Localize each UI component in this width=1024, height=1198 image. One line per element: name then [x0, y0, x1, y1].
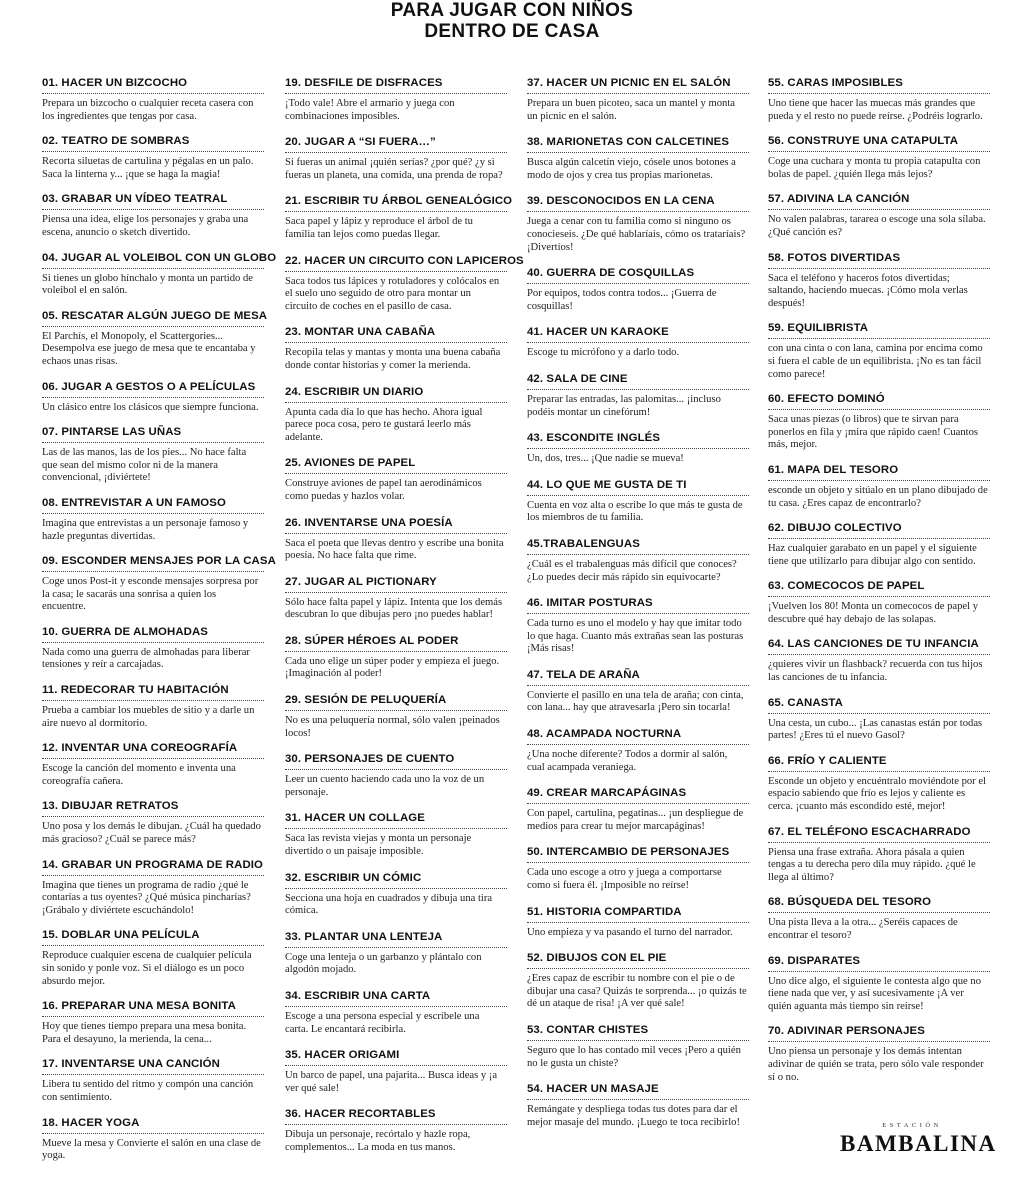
activity-item [42, 497, 264, 543]
activity-item [285, 195, 513, 241]
activity-description: Escoge a una persona especial y escríbele una carta. Le encantará recibirla. [285, 1011, 480, 1035]
activity-description: Uno empieza y va pasando el turno del narrador. [527, 926, 733, 938]
activity-title: 01. HACER UN BIZCOCHO [42, 77, 264, 94]
activity-title: 36. HACER RECORTABLES [285, 1108, 507, 1125]
activity-item [285, 136, 507, 182]
activity-description: Saca el poeta que llevas dentro y escribe una bonita poesía. No hace falta que rime. [285, 537, 504, 562]
activity-item [527, 846, 749, 892]
activity-title: 25. AVIONES DE PAPEL [285, 457, 507, 474]
activity-description: Uno posa y los demás le dibujan. ¿Cuál ha quedado más gracioso? ¿Cuál se parece más? [42, 821, 261, 846]
activity-description: Saca unas piezas (o libros) que te sirvan para ponerlos en fila y ¡mira que rápido caen! Cuantos más, mejor. [768, 414, 979, 451]
activity-title: 27. JUGAR AL PICTIONARY [285, 576, 507, 593]
activity-description: Prepara un buen picoteo, saca un mantel y monta un picnic en el salón. [527, 98, 735, 122]
activity-title: 33. PLANTAR UNA LENTEJA [285, 931, 507, 948]
activity-item [768, 697, 990, 743]
activity-item [527, 538, 749, 584]
logo-subtitle: ESTACIÓN [882, 1122, 942, 1129]
activity-item [768, 464, 990, 510]
activity-item [285, 254, 524, 314]
activity-title: 12. INVENTAR UNA COREOGRAFÍA [42, 742, 264, 759]
activity-title: 62. DIBUJO COLECTIVO [768, 522, 990, 539]
activity-title: 56. CONSTRUYE UNA CATAPULTA [768, 135, 990, 152]
activity-title: 23. MONTAR UNA CABAÑA [285, 326, 507, 343]
activity-title: 19. DESFILE DE DISFRACES [285, 77, 507, 94]
activity-item [527, 267, 749, 313]
activity-title: 08. ENTREVISTAR A UN FAMOSO [42, 497, 264, 514]
activity-item [527, 479, 749, 525]
activity-description: Busca algún calcetín viejo, cósele unos botones a modo de ojos y crea tus propias marionetas. [527, 157, 736, 181]
activity-title: 17. INVENTARSE UNA CANCIÓN [42, 1058, 264, 1075]
activity-title: 53. CONTAR CHISTES [527, 1024, 749, 1041]
activity-title: 34. ESCRIBIR UNA CARTA [285, 990, 507, 1007]
activity-item [42, 859, 264, 918]
activity-title: 55. CARAS IMPOSIBLES [768, 77, 990, 94]
activity-title: 14. GRABAR UN PROGRAMA DE RADIO [42, 859, 264, 876]
activity-item [527, 669, 749, 715]
activity-description: Saca las revista viejas y monta un personaje divertido o un paisaje imposible. [285, 833, 472, 858]
title-line-1: PARA JUGAR CON NIÑOS [390, 0, 634, 21]
activity-description: Prepara un bizcocho o cualquier receta casera con los ingredientes que tengas por casa. [42, 98, 254, 122]
activity-title: 16. PREPARAR UNA MESA BONITA [42, 1000, 264, 1017]
activity-description: Imagina que entrevistas a un personaje famoso y hazle preguntas divertidas. [42, 517, 249, 542]
activity-item [527, 373, 749, 419]
activity-title: 67. EL TELÉFONO ESCACHARRADO [768, 826, 990, 843]
activity-description: ¡Todo vale! Abre el armario y juega con combinaciones imposibles. [285, 98, 455, 122]
activity-item [285, 1108, 507, 1154]
activity-title: 24. ESCRIBIR UN DIARIO [285, 386, 507, 403]
activity-item [768, 522, 990, 568]
activity-description: Nada como una guerra de almohadas para liberar tensiones y reír a carcajadas. [42, 646, 250, 671]
activity-description: Saca el teléfono y haceros fotos divertidas; saltando, haciendo muecas. ¡Cómo mola verlas después! [768, 272, 968, 309]
activity-item [527, 597, 749, 656]
activity-description: Coge una lenteja o un garbanzo y plántalo con algodón mojado. [285, 951, 482, 976]
activity-description: Uno dice algo, el siguiente le contesta algo que no tiene nada que ver, y así sucesivamente ¡A ver quién aguanta más tiempo sin reírse! [768, 975, 981, 1012]
activity-item [768, 322, 990, 381]
activity-item [285, 326, 507, 372]
activity-title: 13. DIBUJAR RETRATOS [42, 800, 264, 817]
column-3 [527, 77, 749, 1142]
activity-item [42, 1058, 264, 1104]
activity-description: Cada uno escoge a otro y juega a comportarse como si fuera él. ¡Imposible no reírse! [527, 867, 722, 892]
activity-item [285, 990, 507, 1036]
activity-description: Secciona una hoja en cuadrados y dibuja una tira cómica. [285, 892, 493, 917]
activity-description: Las de las manos, las de los pies... No hace falta que sean del mismo color ni de la manera convencional, ¡diviértete! [42, 447, 247, 484]
activity-item [768, 193, 990, 239]
activity-description: No valen palabras, tararea o escoge una sola sílaba. ¿Qué canción es? [768, 214, 986, 238]
activity-item [42, 426, 264, 485]
activity-title: 40. GUERRA DE COSQUILLAS [527, 267, 749, 284]
activity-item [285, 576, 507, 622]
title-line-2: DENTRO DE CASA [424, 21, 600, 42]
activity-item [527, 326, 749, 360]
activity-description: Juega a cenar con tu familia como si ninguno os conocieseis. ¿De qué hablaríais, cómo os trataríais? ¡Divertíos! [527, 216, 746, 253]
activity-description: No es una peluquería normal, sólo valen ¡peinados locos! [285, 715, 500, 739]
activity-description: ¿Cuál es el trabalenguas más difícil que conoces? ¿Lo puedes decir más rápido sin equivocarte? [527, 558, 737, 583]
activity-description: Saca papel y lápiz y reproduce el árbol de tu familia tan lejos como puedas llegar. [285, 216, 473, 240]
activity-description: Cada turno es uno el modelo y hay que imitar todo lo que haga. Cuanto más extrañas sean las posturas ¡Más risas! [527, 618, 744, 655]
activity-item [42, 251, 277, 298]
activity-title: 42. SALA DE CINE [527, 373, 749, 390]
activity-description: ¿quieres vivir un flashback? recuerda con tus hijos las canciones de tu infancia. [768, 659, 983, 684]
activity-item [285, 457, 507, 503]
activity-title: 02. TEATRO DE SOMBRAS [42, 135, 264, 152]
activity-item [768, 77, 990, 123]
activity-description: Reproduce cualquier escena de cualquier película sin sonido y ponle voz. Si el diálogo es un poco absurdo mejor. [42, 950, 252, 987]
activity-description: El Parchís, el Monopoly, el Scattergories... Desempolva ese juego de mesa que te encantaba y echaos unas risas. [42, 330, 256, 367]
activity-item [285, 386, 507, 445]
activity-item [42, 309, 268, 369]
activity-title: 48. ACAMPADA NOCTURNA [527, 728, 749, 745]
activity-item [768, 1025, 990, 1084]
column-1 [42, 77, 277, 1175]
activity-item [527, 1024, 749, 1070]
activity-description: Hoy que tienes tiempo prepara una mesa bonita. Para el desayuno, la merienda, la cena... [42, 1021, 247, 1045]
activity-title: 28. SÚPER HÉROES AL PODER [285, 635, 507, 652]
activity-title: 35. HACER ORIGAMI [285, 1049, 507, 1066]
activity-title: 21. ESCRIBIR TU ÁRBOL GENEALÓGICO [285, 195, 507, 212]
activity-title: 29. SESIÓN DE PELUQUERÍA [285, 694, 507, 711]
activity-description: Piensa una frase extraña. Ahora pásala a quien tengas a tu derecha pero díla muy rápido. ¿qué le llega al último? [768, 846, 976, 883]
activity-description: con una cinta o con lana, camina por encima como si fuera el cable de un equilibrista. ¡No es tan fácil como parece! [768, 343, 983, 380]
activity-item [42, 742, 264, 788]
activity-description: Un barco de papel, una pajarita... Busca ideas y ¡a ver qué sale! [285, 1070, 498, 1094]
activity-description: Apunta cada día lo que has hecho. Ahora igual parece poca cosa, pero te gustará leerlo más adelante. [285, 406, 483, 443]
activity-item [768, 826, 990, 885]
activity-item [527, 136, 749, 182]
activity-item [285, 753, 507, 799]
activity-title: 39. DESCONOCIDOS EN LA CENA [527, 195, 749, 212]
activity-title: 47. TELA DE ARAÑA [527, 669, 749, 686]
activity-title: 07. PINTARSE LAS UÑAS [42, 426, 264, 443]
activity-item [42, 684, 264, 730]
activity-title: 22. HACER UN CIRCUITO CON LAPICEROS [285, 255, 507, 272]
activity-title: 31. HACER UN COLLAGE [285, 812, 507, 829]
activity-title: 64. LAS CANCIONES DE TU INFANCIA [768, 638, 990, 655]
activity-item [768, 755, 990, 814]
activity-item [527, 787, 749, 833]
activity-description: Dibuja un personaje, recórtalo y hazle ropa, complementos... La moda en tus manos. [285, 1129, 471, 1153]
activity-item [527, 906, 749, 940]
activity-description: Una pista lleva a la otra... ¿Seréis capaces de encontrar el tesoro? [768, 917, 958, 941]
activity-title: 54. HACER UN MASAJE [527, 1083, 749, 1100]
activity-item [768, 580, 990, 626]
activity-description: Con papel, cartulina, pegatinas... ¡un despliegue de medios para crear tu mejor marcapáginas! [527, 808, 744, 832]
activity-title: 45.TRABALENGUAS [527, 538, 749, 555]
activity-description: Si fueras un animal ¡quién serías? ¿por qué? ¿y si fueras un planeta, una comida, una prenda de ropa? [285, 157, 503, 181]
activity-title: 58. FOTOS DIVERTIDAS [768, 252, 990, 269]
activity-description: Recopila telas y mantas y monta una buena cabaña donde contar historias y comer la merienda. [285, 347, 501, 371]
activity-title: 68. BÚSQUEDA DEL TESORO [768, 896, 990, 913]
activity-item [768, 955, 990, 1014]
activity-title: 57. ADIVINA LA CANCIÓN [768, 193, 990, 210]
activity-title: 59. EQUILIBRISTA [768, 322, 990, 339]
activity-title: 11. REDECORAR TU HABITACIÓN [42, 684, 264, 701]
activity-title: 32. ESCRIBIR UN CÓMIC [285, 872, 507, 889]
activity-item [42, 1000, 264, 1046]
activity-description: Un clásico entre los clásicos que siempre funciona. [42, 401, 259, 413]
activity-title: 18. HACER YOGA [42, 1117, 264, 1134]
activity-item [42, 1117, 264, 1163]
column-2 [285, 77, 524, 1168]
activity-item [768, 252, 990, 311]
brand-logo [840, 1122, 997, 1162]
activity-item [285, 635, 507, 681]
activity-item [527, 1083, 749, 1129]
activity-description: Saca todos tus lápices y rotuladores y colócalos en el suelo uno seguido de otro para montar un circuito de coches en el pasillo de casa. [285, 275, 500, 312]
activity-description: Cuenta en voz alta o escribe lo que más te gusta de los miembros de tu familia. [527, 499, 743, 524]
activity-title: 30. PERSONAJES DE CUENTO [285, 753, 507, 770]
activity-description: Preparar las entradas, las palomitas... ¡incluso podéis montar un cinefórum! [527, 393, 721, 418]
activity-title: 38. MARIONETAS CON CALCETINES [527, 136, 749, 153]
activity-item [42, 77, 264, 123]
activity-title: 10. GUERRA DE ALMOHADAS [42, 626, 264, 643]
activity-description: Cada uno elige un súper poder y empieza el juego. ¡Imaginación al poder! [285, 655, 500, 680]
page-title [0, 0, 1024, 42]
activity-item [527, 952, 749, 1011]
activity-item [285, 872, 507, 918]
activity-description: Una cesta, un cubo... ¡Las canastas están por todas partes! ¿Eres tú el nuevo Gasol? [768, 717, 983, 742]
activity-description: Haz cualquier garabato en un papel y el siguiente tiene que utilizarlo para dibujar algo con sentido. [768, 543, 977, 567]
activity-title: 37. HACER UN PICNIC EN EL SALÓN [527, 77, 749, 94]
activity-item [768, 393, 990, 452]
activity-description: Libera tu sentido del ritmo y compón una canción con sentimiento. [42, 1079, 254, 1103]
activity-description: Piensa una idea, elige los personajes y graba una escena, anuncio o sketch divertido. [42, 214, 249, 238]
activity-item [768, 135, 990, 181]
activity-title: 63. COMECOCOS DE PAPEL [768, 580, 990, 597]
activity-title: 61. MAPA DEL TESORO [768, 464, 990, 481]
activity-item [42, 800, 264, 846]
activity-description: Escoge tu micrófono y a darlo todo. [527, 347, 680, 359]
activity-item [527, 195, 749, 254]
activity-title: 46. IMITAR POSTURAS [527, 597, 749, 614]
activity-item [527, 728, 749, 774]
activity-description: Escoge la canción del momento e inventa una coreografía cañera. [42, 763, 236, 787]
activity-description: Imagina que tienes un programa de radio ¿qué le contarías a tus oyentes? ¿Qué música pincharías? ¡Grábalo y diviértete escuchándolo! [42, 879, 251, 916]
activity-title: 09. ESCONDER MENSAJES POR LA CASA [42, 555, 264, 572]
activity-description: Uno tiene que hacer las muecas más grandes que pueda y el resto no puede reírse. ¿Podréis lograrlo. [768, 98, 983, 122]
activity-title: 51. HISTORIA COMPARTIDA [527, 906, 749, 923]
activity-title: 70. ADIVINAR PERSONAJES [768, 1025, 990, 1042]
activity-description: Uno piensa un personaje y los demás intentan adivinar de quién se trata, pero sólo vale responder sí o no. [768, 1046, 984, 1083]
activity-title: 50. INTERCAMBIO DE PERSONAJES [527, 846, 749, 863]
activity-description: Leer un cuento haciendo cada uno la voz de un personaje. [285, 774, 485, 798]
activity-description: Construye aviones de papel tan aerodinámicos como puedas y hazlos volar. [285, 478, 482, 502]
activity-title: 06. JUGAR A GESTOS O A PELÍCULAS [42, 381, 264, 398]
activity-description: Un, dos, tres... ¡Que nadie se mueva! [527, 453, 684, 465]
activity-item [768, 638, 990, 684]
activity-item [42, 135, 264, 181]
activity-item [285, 812, 507, 858]
activity-description: esconde un objeto y sitúalo en un plano dibujado de tu casa. ¿Eres capaz de encontrarlo? [768, 484, 988, 509]
activity-description: Esconde un objeto y encuéntralo moviéndote por el espacio sabiendo que frío es lejos y caliente es cerca. ¡cuanto más escondido esté, mejor! [768, 775, 986, 813]
activity-title: 43. ESCONDITE INGLÉS [527, 432, 749, 449]
activity-item [42, 193, 264, 239]
activity-description: ¿Eres capaz de escribir tu nombre con el pie o de dibujar una casa? Quizás te sorprenda... ¡o quizás te dé un ataque de risa! ¡A ver qué sale! [527, 973, 747, 1010]
activity-item [768, 896, 990, 942]
activity-description: Recorta siluetas de cartulina y pégalas en un palo. Saca la linterna y... ¡que se haga la magia! [42, 156, 254, 180]
activity-title: 04. JUGAR AL VOLEIBOL CON UN GLOBO [42, 252, 264, 269]
column-4 [768, 77, 990, 1096]
activity-title: 03. GRABAR UN VÍDEO TEATRAL [42, 193, 264, 210]
activity-title: 52. DIBUJOS CON EL PIE [527, 952, 749, 969]
activity-item [42, 626, 264, 672]
activity-item [42, 555, 276, 614]
activity-item [42, 929, 264, 988]
activity-item [285, 694, 507, 740]
activity-description: Seguro que lo has contado mil veces ¡Pero a quién no le gusta un chiste? [527, 1045, 741, 1069]
activity-title: 69. DISPARATES [768, 955, 990, 972]
activity-description: Sólo hace falta papel y lápiz. Intenta que los demás descubran lo que dibujas pero ¡no puedes hablar! [285, 596, 503, 621]
activity-title: 60. EFECTO DOMINÓ [768, 393, 990, 410]
activity-item [527, 77, 749, 123]
activity-description: Remángate y despliega todas tus dotes para dar el mejor masaje del mundo. ¡Luego te toca recibirlo! [527, 1104, 740, 1128]
activity-description: Coge unos Post-it y esconde mensajes sorpresa por la casa; le sacarás una sonrisa a quien los encuentre. [42, 576, 259, 613]
activity-item [527, 432, 749, 466]
activity-title: 66. FRÍO Y CALIENTE [768, 755, 990, 772]
activity-item [42, 381, 264, 415]
activity-description: Mueve la mesa y Convierte el salón en una clase de yoga. [42, 1137, 261, 1162]
activity-description: Convierte el pasillo en una tela de araña; con cinta, con lana... hay que atravesarla ¡Pero sin tocarla! [527, 689, 744, 714]
activity-description: Por equipos, todos contra todos... ¡Guerra de cosquillas! [527, 288, 717, 312]
activity-item [285, 1049, 507, 1095]
activity-description: Prueba a cambiar los muebles de sitio y a darle un aire nuevo al dormitorio. [42, 705, 255, 729]
activity-title: 20. JUGAR A “SI FUERA…” [285, 136, 507, 153]
activity-title: 44. LO QUE ME GUSTA DE TI [527, 479, 749, 496]
activity-title: 41. HACER UN KARAOKE [527, 326, 749, 343]
activity-title: 05. RESCATAR ALGÚN JUEGO DE MESA [42, 310, 264, 327]
activity-title: 65. CANASTA [768, 697, 990, 714]
activity-title: 15. DOBLAR UNA PELÍCULA [42, 929, 264, 946]
activity-item [285, 517, 507, 563]
logo-wordmark: BAMBALINA [840, 1131, 997, 1156]
activity-item [285, 77, 507, 123]
activity-title: 26. INVENTARSE UNA POESÍA [285, 517, 507, 534]
activity-description: ¡Vuelven los 80! Monta un comecocos de papel y descubre qué hay debajo de las solapas. [768, 601, 979, 625]
activity-description: ¿Una noche diferente? Todos a dormir al salón, cual acampada veraniega. [527, 749, 728, 773]
activity-description: Si tienes un globo hínchalo y monta un partido de voleibol el en salón. [42, 272, 253, 297]
activity-title: 49. CREAR MARCAPÁGINAS [527, 787, 749, 804]
activity-description: Coge una cuchara y monta tu propia catapulta con bolas de papel. ¿quién llega más lejos? [768, 156, 981, 180]
activity-item [285, 931, 507, 977]
